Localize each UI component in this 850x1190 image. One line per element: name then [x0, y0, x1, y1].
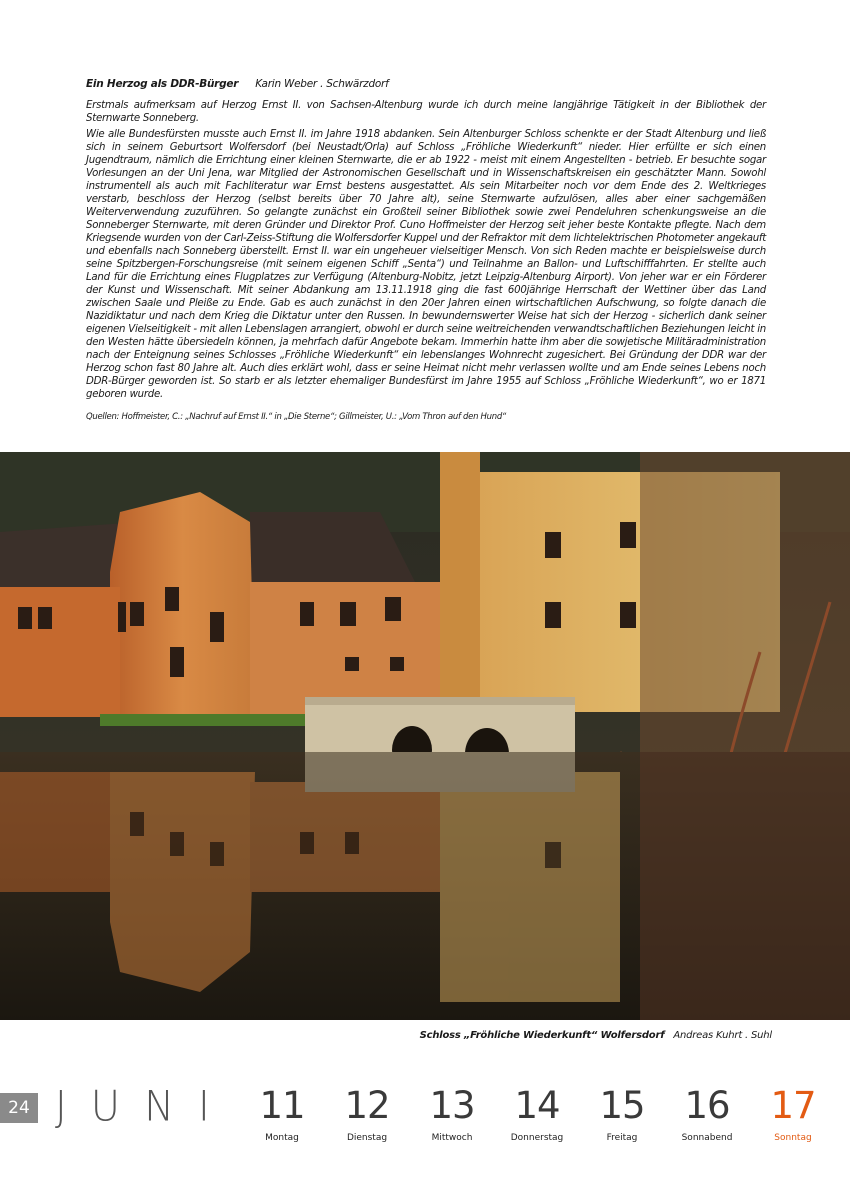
day-name: Freitag	[606, 1133, 638, 1143]
month-label: JUNI	[55, 1082, 234, 1132]
day-number: 11	[259, 1084, 305, 1127]
day-cell	[407, 1084, 497, 1143]
day-cell	[492, 1084, 582, 1143]
photo-caption-title: Schloss „Fröhliche Wiederkunft“ Wolfersdorf	[419, 1030, 665, 1041]
day-number: 13	[429, 1084, 475, 1127]
day-name: Donnerstag	[510, 1133, 564, 1143]
castle-photo	[0, 452, 850, 1020]
article	[86, 78, 766, 424]
day-number: 15	[599, 1084, 645, 1127]
day-cell-sunday	[748, 1084, 838, 1143]
article-author: Karin Weber . Schwärzdorf	[255, 78, 389, 90]
day-cell	[577, 1084, 667, 1143]
article-title: Ein Herzog als DDR-Bürger	[86, 78, 239, 90]
day-name: Mittwoch	[431, 1133, 473, 1143]
day-number: 14	[514, 1084, 560, 1127]
day-number: 12	[344, 1084, 390, 1127]
day-cell	[662, 1084, 752, 1143]
day-number: 16	[684, 1084, 730, 1127]
article-paragraph: Erstmals aufmerksam auf Herzog Ernst II. von Sachsen-Altenburg wurde ich durch meine langjährige Tätigkeit in der Bibliothek der Sternwarte Sonneberg.	[86, 100, 766, 124]
article-sources: Quellen: Hoffmeister, C.: „Nachruf auf Ernst II.“ in „Die Sterne“; Gillmeister, U.: „Vom Thron auf den Hund“	[86, 412, 507, 422]
day-name: Sonnabend	[681, 1133, 733, 1143]
day-cell	[237, 1084, 327, 1143]
page-number: 24	[0, 1093, 38, 1123]
photo-caption-author: Andreas Kuhrt . Suhl	[673, 1030, 772, 1041]
day-number: 17	[770, 1084, 816, 1127]
article-paragraph: Wie alle Bundesfürsten musste auch Ernst II. im Jahre 1918 abdanken. Sein Altenburger Schloss schenkte er der Stadt Altenburg und ließ sich in seinem Geburtsort Wolfersdorf (bei Neustadt/Orla) auf Schloss „Fröhliche Wiederkunft“ nieder. Hier erfüllte er sich einen Jugendtraum, nämlich die Errichtung einer kleinen Sternwarte, die er ab 1922 - meist mit einem Angestellten - betrieb. Er besuchte sogar Vorlesungen an der Uni Jena, war Mitglied der Astronomischen Gesellschaft und in Wissenschaftskreisen ein geschätzter Mann. Sowohl instrumentell als auch mit Fachliteratur war Ernst bestens ausgestattet. Als sein Mitarbeiter noch vor dem Ende des 2. Weltkrieges verstarb, beschloss der Herzog (selbst bereits über 70 Jahre alt), seine Sternwarte aufzulösen, alles aber einer sachgemäßen Weiterverwendung zuzuführen. So gelangte zunächst ein Großteil seiner Bibliothek sowie zwei Pendeluhren schenkungsweise an die Sonneberger Sternwarte, mit deren Gründer und Direktor Prof. Cuno Hoffmeister der Herzog seit jeher beste Kontakte pflegte. Nach dem Kriegsende wurden von der Carl-Zeiss-Stiftung die Wolfersdorfer Kuppel und der Refraktor mit dem lichtelektrischen Photometer angekauft und ebenfalls nach Sonneberg überstellt. Ernst II. war ein ungeheuer vielseitiger Mensch. Von sich Reden machte er beispielsweise durch seine Spitzbergen-Forschungsreise (mit seinem eigenen Schiff „Senta“) und Teilnahme an Ballon- und Luftschifffahrten. Er stellte auch Land für die Errichtung eines Flugplatzes zur Verfügung (Altenburg-Nobitz, jetzt Leipzig-Altenburg Airport). Von jeher war er ein Förderer der Kunst und Wissenschaft. Mit seiner Abdankung am 13.11.1918 ging die fast 600jährige Herrschaft der Wettiner über das Land zwischen Saale und Pleiße zu Ende. Gab es auch zunächst in den 20er Jahren einen wirtschaftlichen Aufschwung, so folgte danach die Nazidiktatur und nach dem Krieg die Diktatur unter den Russen. In bewundernswerter Weise hat sich der Herzog - sicherlich dank seiner eigenen Vielseitigkeit - mit allen Lebenslagen arrangiert, obwohl er durch seine weitreichenden verwandtschaftlichen Beziehungen leicht in den Westen hätte übersiedeln können, ja mehrfach dafür Angebote bekam. Immerhin hatte ihm aber die sowjetische Militäradministration nach der Enteignung seines Schlosses „Fröhliche Wiederkunft“ ein lebenslanges Wohnrecht zugesichert. Bei Gründung der DDR war der Herzog schon fast 80 Jahre alt. Auch dies erklärt wohl, dass er seine Heimat nicht mehr verlassen wollte und am Ende seines Lebens noch DDR-Bürger geworden ist. So starb er als letzter ehemaliger Bundesfürst im Jahre 1955 auf Schloss „Fröhliche Wiederkunft“, wo er 1871 geboren wurde.	[86, 129, 766, 400]
day-name: Montag	[265, 1133, 299, 1143]
day-cell	[322, 1084, 412, 1143]
article-headline	[86, 78, 766, 91]
day-name: Dienstag	[346, 1133, 388, 1143]
calendar-strip	[0, 1084, 850, 1154]
day-name: Sonntag	[774, 1133, 812, 1143]
photo-caption	[420, 1030, 772, 1041]
